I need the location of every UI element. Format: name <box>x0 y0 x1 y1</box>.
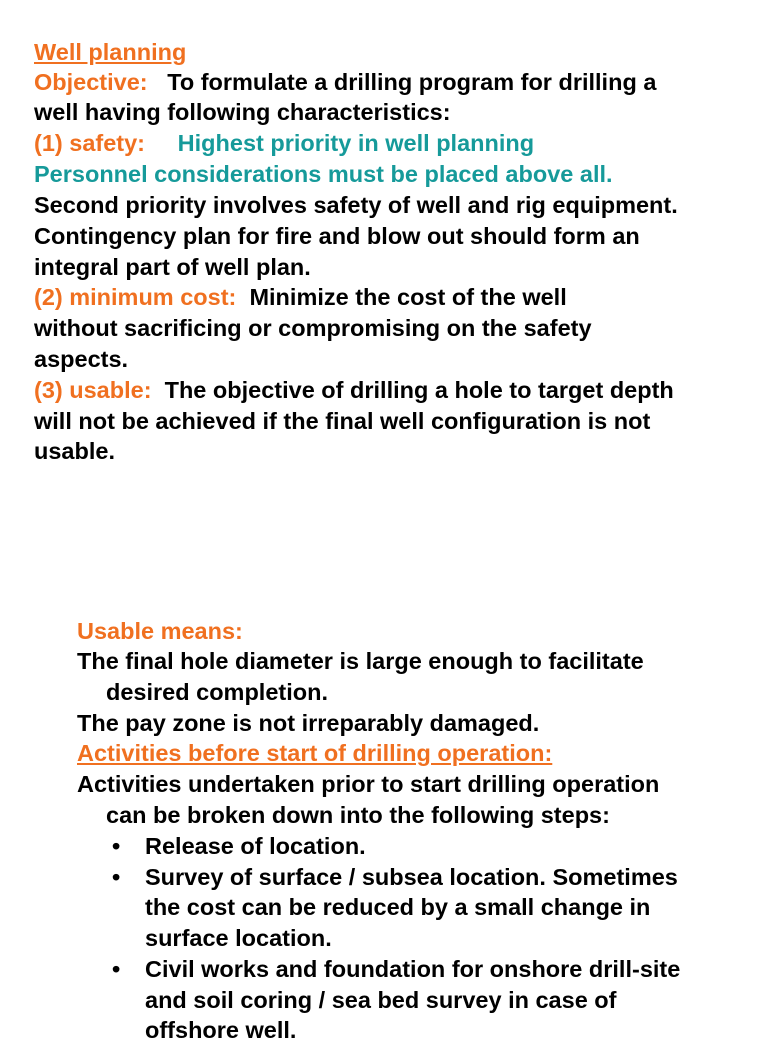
min-cost-text-end: aspects. <box>34 346 129 372</box>
min-cost-text-cont: without sacrificing or compromising on the safety <box>34 315 592 341</box>
personnel-text: Personnel considerations must be placed above all. <box>34 161 613 187</box>
objective-text-cont: well having following characteristics: <box>34 99 451 125</box>
bullet-item-text-cont: surface location. <box>145 925 332 951</box>
contingency-text-cont: integral part of well plan. <box>34 254 311 280</box>
activities-heading: Activities before start of drilling operation: <box>77 740 553 766</box>
safety-label: (1) safety: <box>34 130 146 156</box>
objective-label: Objective: <box>34 69 148 95</box>
usable-means-label: Usable means: <box>77 618 243 644</box>
second-priority-text: Second priority involves safety of well and rig equipment. <box>34 192 678 218</box>
bullet-item-text-cont: and soil coring / sea bed survey in case of <box>145 987 617 1013</box>
bullet-marker: • <box>112 864 121 890</box>
min-cost-label: (2) minimum cost: <box>34 284 237 310</box>
objective-text: To formulate a drilling program for drilling a <box>167 69 657 95</box>
heading-well-planning: Well planning <box>34 39 187 65</box>
bullet-item-text-cont: offshore well. <box>145 1017 297 1043</box>
final-hole-text-cont: desired completion. <box>106 679 328 705</box>
usable-text: The objective of drilling a hole to target depth <box>164 377 674 403</box>
usable-line <box>34 375 674 405</box>
bullet-item-text-cont: the cost can be reduced by a small change in <box>145 894 651 920</box>
bullet-item-text: Release of location. <box>145 833 366 859</box>
final-hole-text: The final hole diameter is large enough to facilitate <box>77 648 644 674</box>
usable-text-end: usable. <box>34 438 115 464</box>
usable-label: (3) usable: <box>34 377 152 403</box>
bullet-marker: • <box>112 956 121 982</box>
contingency-text: Contingency plan for fire and blow out should form an <box>34 223 640 249</box>
activities-text: Activities undertaken prior to start drilling operation <box>77 771 660 797</box>
safety-text: Highest priority in well planning <box>177 130 535 156</box>
min-cost-text: Minimize the cost of the well <box>249 284 567 310</box>
bullet-marker: • <box>112 833 121 859</box>
bullet-item-text: Survey of surface / subsea location. Sometimes <box>145 864 678 890</box>
safety-line <box>34 128 534 158</box>
min-cost-line <box>34 282 567 312</box>
usable-text-cont: will not be achieved if the final well configuration is not <box>34 408 651 434</box>
objective-line <box>34 67 656 97</box>
pay-zone-text: The pay zone is not irreparably damaged. <box>77 710 540 736</box>
activities-text-cont: can be broken down into the following steps: <box>106 802 610 828</box>
bullet-item-text: Civil works and foundation for onshore drill-site <box>145 956 681 982</box>
